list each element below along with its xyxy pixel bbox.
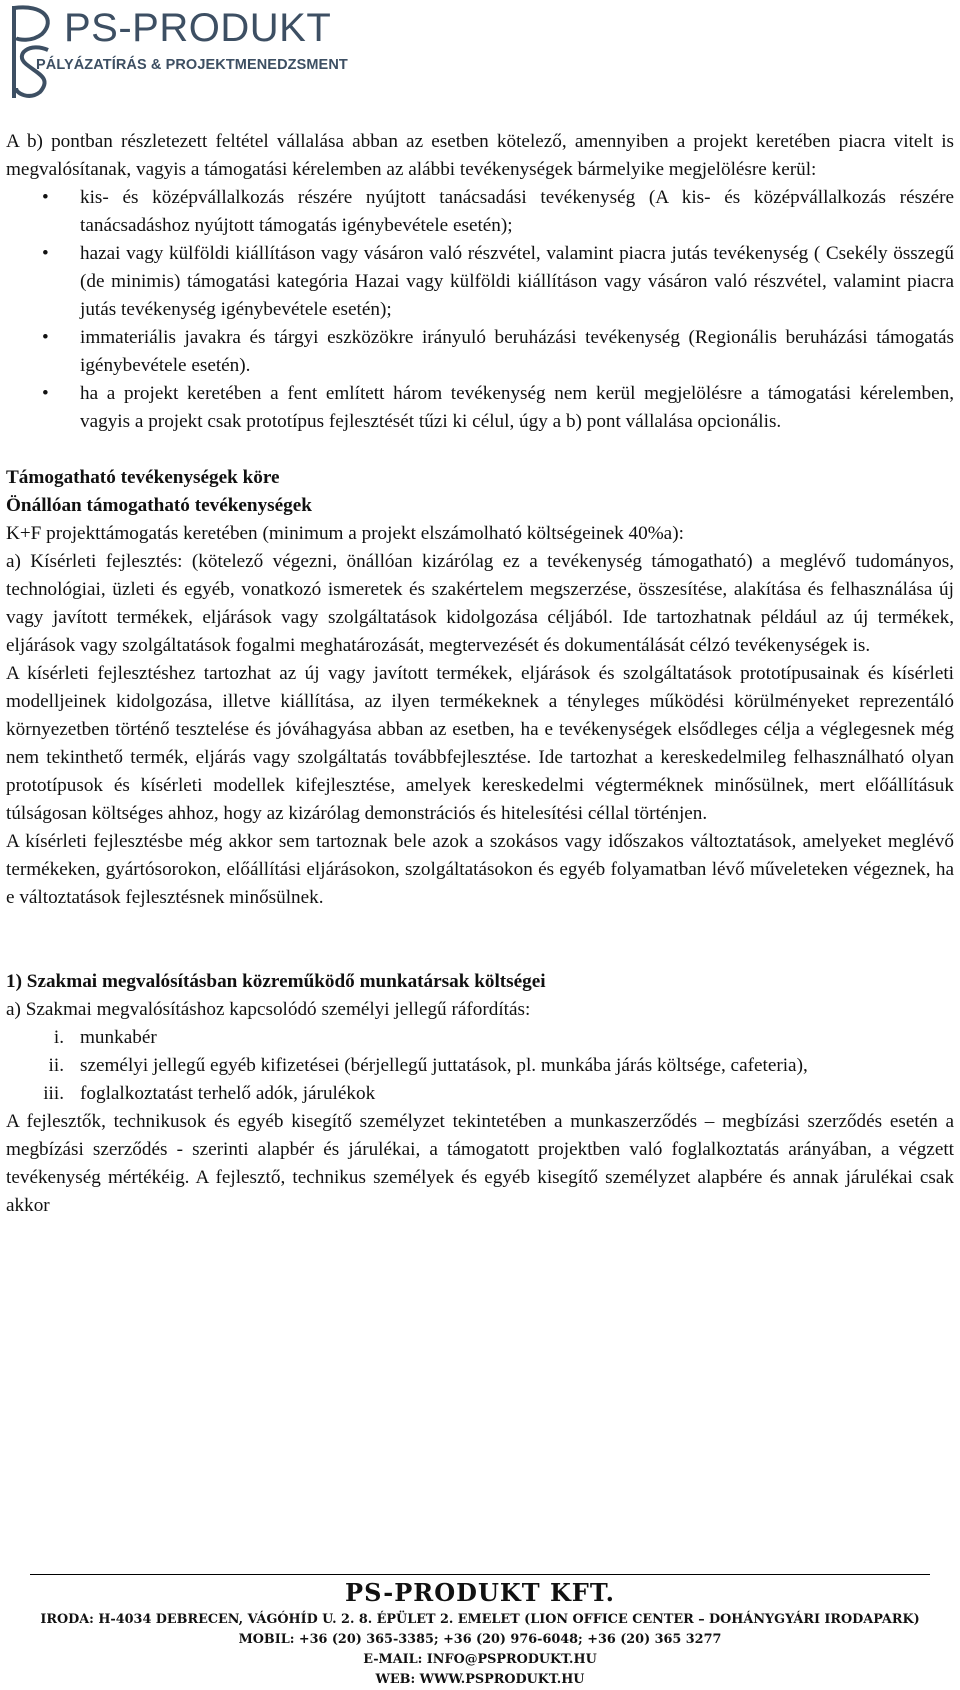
bullet-icon: •: [42, 187, 49, 208]
list-item: iii. foglalkoztatást terhelő adók, járulékok: [6, 1080, 954, 1108]
paragraph: a) Szakmai megvalósításhoz kapcsolódó személyi jellegű ráfordítás:: [6, 999, 531, 1020]
intro-bullet-list: [6, 184, 954, 436]
list-number: i.: [53, 1027, 64, 1048]
bullet-item: • kis- és középvállalkozás részére nyújtott tanácsadási tevékenység (A kis- és középvállalkozás részére tanácsadáshoz nyújtott támogatás igénybevétele esetén);: [6, 184, 954, 240]
footer-address: IRODA: H-4034 DEBRECEN, VÁGÓHÍD U. 2. 8. ÉPÜLET 2. EMELET (LION OFFICE CENTER – DOHÁNYGYÁRI IRODAPARK): [40, 1612, 920, 1627]
logo-subtitle: PÁLYÁZATÍRÁS & PROJEKTMENEDZSMENT: [36, 57, 348, 73]
spacer: [6, 912, 954, 968]
footer-email: E-MAIL: INFO@PSPRODUKT.HU: [363, 1652, 597, 1667]
footer-divider: [30, 1574, 930, 1575]
bullet-icon: •: [42, 327, 49, 348]
bullet-icon: •: [42, 243, 49, 264]
footer-web: WEB: WWW.PSPRODUKT.HU: [375, 1672, 585, 1687]
intro-paragraph: A b) pontban részletezett feltétel vállalása abban az esetben kötelező, amennyiben a projekt keretében piacra vitelt is megvalósítanak, vagyis a támogatási kérelemben az alábbi tevékenységek bármelyike megjelölésre kerül:: [6, 131, 954, 180]
list-number: ii.: [48, 1055, 64, 1076]
section-heading: 1) Szakmai megvalósításban közreműködő munkatársak költségei: [6, 971, 546, 992]
logo-text: PS-PRODUKT: [64, 6, 332, 50]
paragraph: K+F projekttámogatás keretében (minimum a projekt elszámolható költségeinek 40%a):: [6, 523, 684, 544]
bullet-item: • hazai vagy külföldi kiállításon vagy vásáron való részvétel, valamint piacra jutás tevékenység ( Csekély összegű (de minimis) támogatási kategória Hazai vagy külföldi kiállításon vagy vásáron való részvétel, valamint piacra jutás tevékenység igénybevétele esetén);: [6, 240, 954, 324]
list-item: i. munkabér: [6, 1024, 954, 1052]
paragraph: A kísérleti fejlesztéshez tartozhat az új vagy javított termékek, eljárások és szolgáltatások prototípusainak és kísérleti modelljeinek kidolgozása, illetve kiállítása, az ilyen termékeknek a tényleges működési körülményeket reprezentáló környezetben történő tesztelése és jóváhagyása abban az esetben, ha e tevékenységek elsődleges célja a véglegesnek még nem tekinthető termék, eljárás vagy szolgáltatás továbbfejlesztése. Ide tartozhat a kereskedelmileg felhasználható olyan prototípusok és kísérleti modellek kifejlesztése, amelyek kereskedelmi végterméknek minősülnek, mert előállításuk túlságosan költséges ahhoz, hogy az kizárólag demonstrációs és hitelesítési céllal történjen.: [6, 663, 954, 824]
document-body: [6, 128, 954, 1220]
bullet-item: • ha a projekt keretében a fent említett három tevékenység nem kerül megjelölésre a támogatási kérelemben, vagyis a projekt csak prototípus fejlesztését tűzi ki célul, úgy a b) pont vállalása opcionális.: [6, 380, 954, 436]
ps-logo-mark-icon: [4, 2, 62, 102]
company-logo: [4, 2, 348, 102]
footer-company-name: PS-PRODUKT KFT.: [345, 1578, 615, 1607]
bullet-icon: •: [42, 383, 49, 404]
paragraph: A kísérleti fejlesztésbe még akkor sem tartoznak bele azok a szokásos vagy időszakos változtatások, amelyeket meglévő termékeken, gyártósorokon, előállítási eljárásokon, szolgáltatásokon és egyéb folyamatban lévő műveleteken végeznek, ha e változtatások fejlesztésnek minősülnek.: [6, 831, 954, 908]
paragraph: a) Kísérleti fejlesztés: (kötelező végezni, önállóan kizárólag ez a tevékenység támogatható) a meglévő tudományos, technológiai, üzleti és egyéb, vonatkozó ismeretek és szakértelem megszerzése, összesítése, alakítása és felhasználása új vagy javított termékek, eljárások vagy szolgáltatások kidolgozása céljából. Ide tartozhatnak például az új termékek, eljárások vagy szolgáltatások fogalmi meghatározását, megtervezését és dokumentálását célzó tevékenységek is.: [6, 551, 954, 656]
spacer: [6, 436, 954, 464]
roman-numbered-list: [6, 1024, 954, 1108]
paragraph: A fejlesztők, technikusok és egyéb kisegítő személyzet tekintetében a munkaszerződés – megbízási szerződés esetén a megbízási szerződés - szerinti alapbér és járulékai, a támogatott projektben való foglalkoztatás arányában, a végzett tevékenység mértékéig. A fejlesztő, technikus személyek és egyéb kisegítő személyzet alapbére és annak járulékai csak akkor: [6, 1111, 954, 1216]
subsection-heading: Önállóan támogatható tevékenységek: [6, 495, 312, 516]
list-item: ii. személyi jellegű egyéb kifizetései (bérjellegű juttatások, pl. munkába járás költsége, cafeteria),: [6, 1052, 954, 1080]
list-number: iii.: [43, 1083, 64, 1104]
footer-mobile: MOBIL: +36 (20) 365-3385; +36 (20) 976-6048; +36 (20) 365 3277: [238, 1632, 722, 1647]
bullet-item: • immateriális javakra és tárgyi eszközökre irányuló beruházási tevékenység (Regionális beruházási támogatás igénybevétele esetén).: [6, 324, 954, 380]
page-footer: [0, 1576, 960, 1690]
section-heading: Támogatható tevékenységek köre: [6, 467, 280, 488]
